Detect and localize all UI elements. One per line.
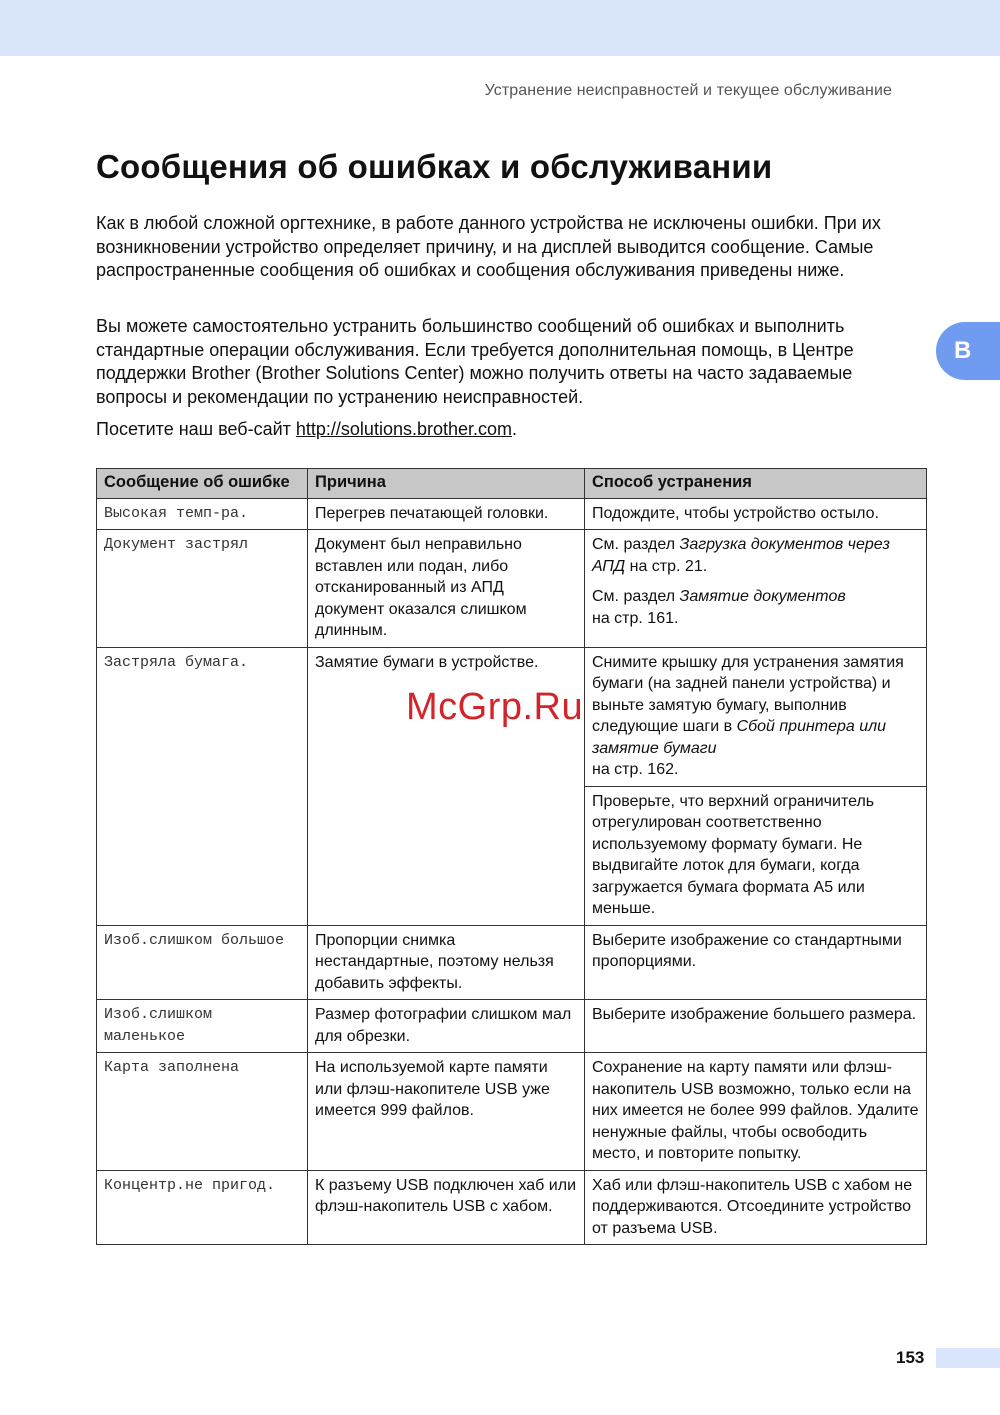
- table-row: [97, 925, 927, 1000]
- watermark: McGrp.Ru: [406, 686, 584, 728]
- action-cell: Сохранение на карту памяти или флэш-накопитель USB возможно, только если на них имеется не более 999 файлов. Удалите ненужные файлы, чтобы освободить место, и повторите попытку.: [585, 1053, 927, 1171]
- error-message-cell: Высокая темп-ра.: [97, 498, 308, 530]
- cross-reference: Замятие документов: [679, 588, 846, 605]
- page-number-band: [936, 1348, 1000, 1368]
- table-header-row: [97, 469, 927, 499]
- error-message-cell: Концентр.не пригод.: [97, 1170, 308, 1245]
- error-message-cell: Изоб.слишком маленькое: [97, 1000, 308, 1053]
- cause-cell: Размер фотографии слишком мал для обрезки.: [308, 1000, 585, 1053]
- action-text: Снимите крышку для устранения замятия бумаги (на задней панели устройства) и выньте замятую бумагу, выполнив следующие шаги в: [592, 653, 904, 735]
- top-color-band: [0, 0, 1000, 56]
- table-row: [97, 530, 927, 648]
- intro-paragraph-1: Как в любой сложной оргтехнике, в работе данного устройства не исключены ошибки. При их возникновении устройство определяет причину, и на дисплей выводится сообщение. Самые распространенные сообщения об ошибках и сообщения обслуживания приведены ниже.: [96, 213, 881, 280]
- cause-cell: Пропорции снимка нестандартные, поэтому нельзя добавить эффекты.: [308, 925, 585, 1000]
- action-cell: [585, 530, 927, 648]
- header-error-message: Сообщение об ошибке: [97, 469, 308, 499]
- running-header: Устранение неисправностей и текущее обслуживание: [484, 82, 892, 99]
- action-cell: [585, 647, 927, 786]
- cause-cell: Замятие бумаги в устройстве.: [308, 647, 585, 925]
- cause-cell: Перегрев печатающей головки.: [308, 498, 585, 530]
- table-row: [97, 1170, 927, 1245]
- error-message-cell: Застряла бумага.: [97, 647, 308, 925]
- action-cell: Проверьте, что верхний ограничитель отрегулирован соответственно используемому формату бумаги. Не выдвигайте лоток для бумаги, когда загружается бумага формата A5 или меньше.: [585, 786, 927, 925]
- cause-cell: На используемой карте памяти или флэш-накопителе USB уже имеется 999 файлов.: [308, 1053, 585, 1171]
- cause-cell: К разъему USB подключен хаб или флэш-накопитель USB с хабом.: [308, 1170, 585, 1245]
- table-row: [97, 1000, 927, 1053]
- table-row: [97, 1053, 927, 1171]
- intro-paragraph-3: [96, 418, 928, 442]
- solutions-link[interactable]: http://solutions.brother.com: [295, 419, 513, 439]
- action-cell: Выберите изображение большего размера.: [585, 1000, 927, 1053]
- cross-reference: Сбой принтера или замятие бумаги: [592, 718, 887, 757]
- appendix-tab: B: [936, 322, 1000, 380]
- action-cell: Подождите, чтобы устройство остыло.: [585, 498, 927, 530]
- cause-cell: Документ был неправильно вставлен или подан, либо отсканированный из АПД документ оказался слишком длинным.: [308, 530, 585, 648]
- action-cell: Хаб или флэш-накопитель USB с хабом не поддерживаются. Отсоедините устройство от разъема USB.: [585, 1170, 927, 1245]
- action-text: на стр. 21.: [625, 557, 708, 575]
- intro-paragraph-2: Вы можете самостоятельно устранить большинство сообщений об ошибках и выполнить стандартные операции обслуживания. Если требуется дополнительная помощь, в Центре поддержки Brother (Brother Solutions Center) можно получить ответы на часто задаваемые вопросы и рекомендации по устранению неисправностей.: [96, 316, 854, 407]
- error-message-cell: Изоб.слишком большое: [97, 925, 308, 1000]
- table-row: [97, 498, 927, 530]
- header-action: Способ устранения: [585, 469, 927, 499]
- error-message-cell: Карта заполнена: [97, 1053, 308, 1171]
- header-cause: Причина: [308, 469, 585, 499]
- website-suffix: .: [512, 419, 518, 439]
- page-title: Сообщения об ошибках и обслуживании: [96, 148, 773, 185]
- website-prefix: Посетите наш веб-сайт: [96, 419, 296, 439]
- action-cell: Выберите изображение со стандартными пропорциями.: [585, 925, 927, 1000]
- action-text: на стр. 162.: [592, 761, 679, 778]
- error-message-cell: Документ застрял: [97, 530, 308, 648]
- action-text: См. раздел: [592, 588, 680, 605]
- cross-reference: Загрузка документов через АПД: [592, 536, 890, 575]
- error-messages-table: [96, 468, 927, 1245]
- page-number: 153: [896, 1348, 925, 1367]
- action-text: на стр. 161.: [592, 609, 679, 627]
- action-text: См. раздел: [592, 536, 680, 553]
